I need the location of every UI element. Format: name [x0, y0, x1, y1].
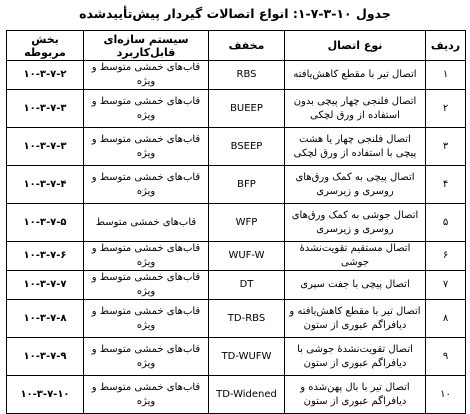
header-related-section: بخش مربوطه — [7, 31, 84, 61]
row-number: ۷ — [426, 271, 466, 300]
related-section: ۱۰-۳-۷-۴ — [7, 166, 84, 204]
abbreviation: BUEEP — [209, 90, 285, 128]
connections-table — [6, 30, 466, 414]
abbreviation: WFP — [209, 204, 285, 242]
table-row — [7, 128, 466, 166]
related-section: ۱۰-۳-۷-۸ — [7, 300, 84, 338]
table-caption: جدول ۱۰-۳-۷-۱: انواع اتصالات گیردار پیش‌تأییدشده — [79, 6, 391, 21]
structural-system: قاب‌های خمشی متوسط و ویژه — [84, 90, 209, 128]
abbreviation: TD-RBS — [209, 300, 285, 338]
row-number: ۱۰ — [426, 376, 466, 414]
table-row — [7, 271, 466, 300]
connection-type: اتصال مستقیم تقویت‌نشدهٔ جوشی — [285, 242, 426, 271]
connection-type: اتصال پیچی با جفت سپری — [285, 271, 426, 300]
related-section: ۱۰-۳-۷-۷ — [7, 271, 84, 300]
abbreviation: BSEEP — [209, 128, 285, 166]
table-row — [7, 166, 466, 204]
connection-type: اتصال تقویت‌نشدهٔ جوشی با دیافراگم عبوری از ستون — [285, 338, 426, 376]
structural-system: قاب‌های خمشی متوسط و ویژه — [84, 242, 209, 271]
header-abbreviation: مخفف — [209, 31, 285, 61]
connection-type: اتصال پیچی به کمک ورق‌های روسری و زیرسری — [285, 166, 426, 204]
row-number: ۵ — [426, 204, 466, 242]
header-structural-system: سیستم سازه‌ای قابل‌کاربرد — [84, 31, 209, 61]
abbreviation: TD-Widened — [209, 376, 285, 414]
row-number: ۴ — [426, 166, 466, 204]
structural-system: قاب‌های خمشی متوسط و ویژه — [84, 61, 209, 90]
abbreviation: DT — [209, 271, 285, 300]
row-number: ۳ — [426, 128, 466, 166]
row-number: ۸ — [426, 300, 466, 338]
table-row — [7, 300, 466, 338]
structural-system: قاب‌های خمشی متوسط و ویژه — [84, 166, 209, 204]
related-section: ۱۰-۳-۷-۶ — [7, 242, 84, 271]
table-header-row — [7, 31, 466, 61]
related-section: ۱۰-۳-۷-۹ — [7, 338, 84, 376]
abbreviation: RBS — [209, 61, 285, 90]
structural-system: قاب‌های خمشی متوسط و ویژه — [84, 300, 209, 338]
abbreviation: BFP — [209, 166, 285, 204]
table-row — [7, 204, 466, 242]
abbreviation: WUF-W — [209, 242, 285, 271]
related-section: ۱۰-۳-۷-۱۰ — [7, 376, 84, 414]
abbreviation: TD-WUFW — [209, 338, 285, 376]
connection-type: اتصال جوشی به کمک ورق‌های روسری و زیرسری — [285, 204, 426, 242]
structural-system: قاب‌های خمشی متوسط و ویژه — [84, 338, 209, 376]
related-section: ۱۰-۳-۷-۵ — [7, 204, 84, 242]
row-number: ۱ — [426, 61, 466, 90]
related-section: ۱۰-۳-۷-۲ — [7, 61, 84, 90]
table-row — [7, 338, 466, 376]
table-row — [7, 61, 466, 90]
connection-type: اتصال تیر با مقطع کاهش‌یافته و دیافراگم عبوری از ستون — [285, 300, 426, 338]
connection-type: اتصال فلنجی چهار یا هشت پیچی با استفاده از ورق لچکی — [285, 128, 426, 166]
related-section: ۱۰-۳-۷-۳ — [7, 90, 84, 128]
row-number: ۲ — [426, 90, 466, 128]
header-connection-type: نوع اتصال — [285, 31, 426, 61]
related-section: ۱۰-۳-۷-۳ — [7, 128, 84, 166]
table-row — [7, 90, 466, 128]
structural-system: قاب‌های خمشی متوسط — [84, 204, 209, 242]
structural-system: قاب‌های خمشی متوسط و ویژه — [84, 376, 209, 414]
connection-type: اتصال تیر با بال پهن‌شده و دیافراگم عبوری از ستون — [285, 376, 426, 414]
connection-type: اتصال تیر با مقطع کاهش‌یافته — [285, 61, 426, 90]
table-row — [7, 242, 466, 271]
table-row — [7, 376, 466, 414]
row-number: ۹ — [426, 338, 466, 376]
header-row-number: ردیف — [426, 31, 466, 61]
structural-system: قاب‌های خمشی متوسط و ویژه — [84, 128, 209, 166]
row-number: ۶ — [426, 242, 466, 271]
structural-system: قاب‌های خمشی متوسط و ویژه — [84, 271, 209, 300]
connection-type: اتصال فلنجی چهار پیچی بدون استفاده از ورق لچکی — [285, 90, 426, 128]
